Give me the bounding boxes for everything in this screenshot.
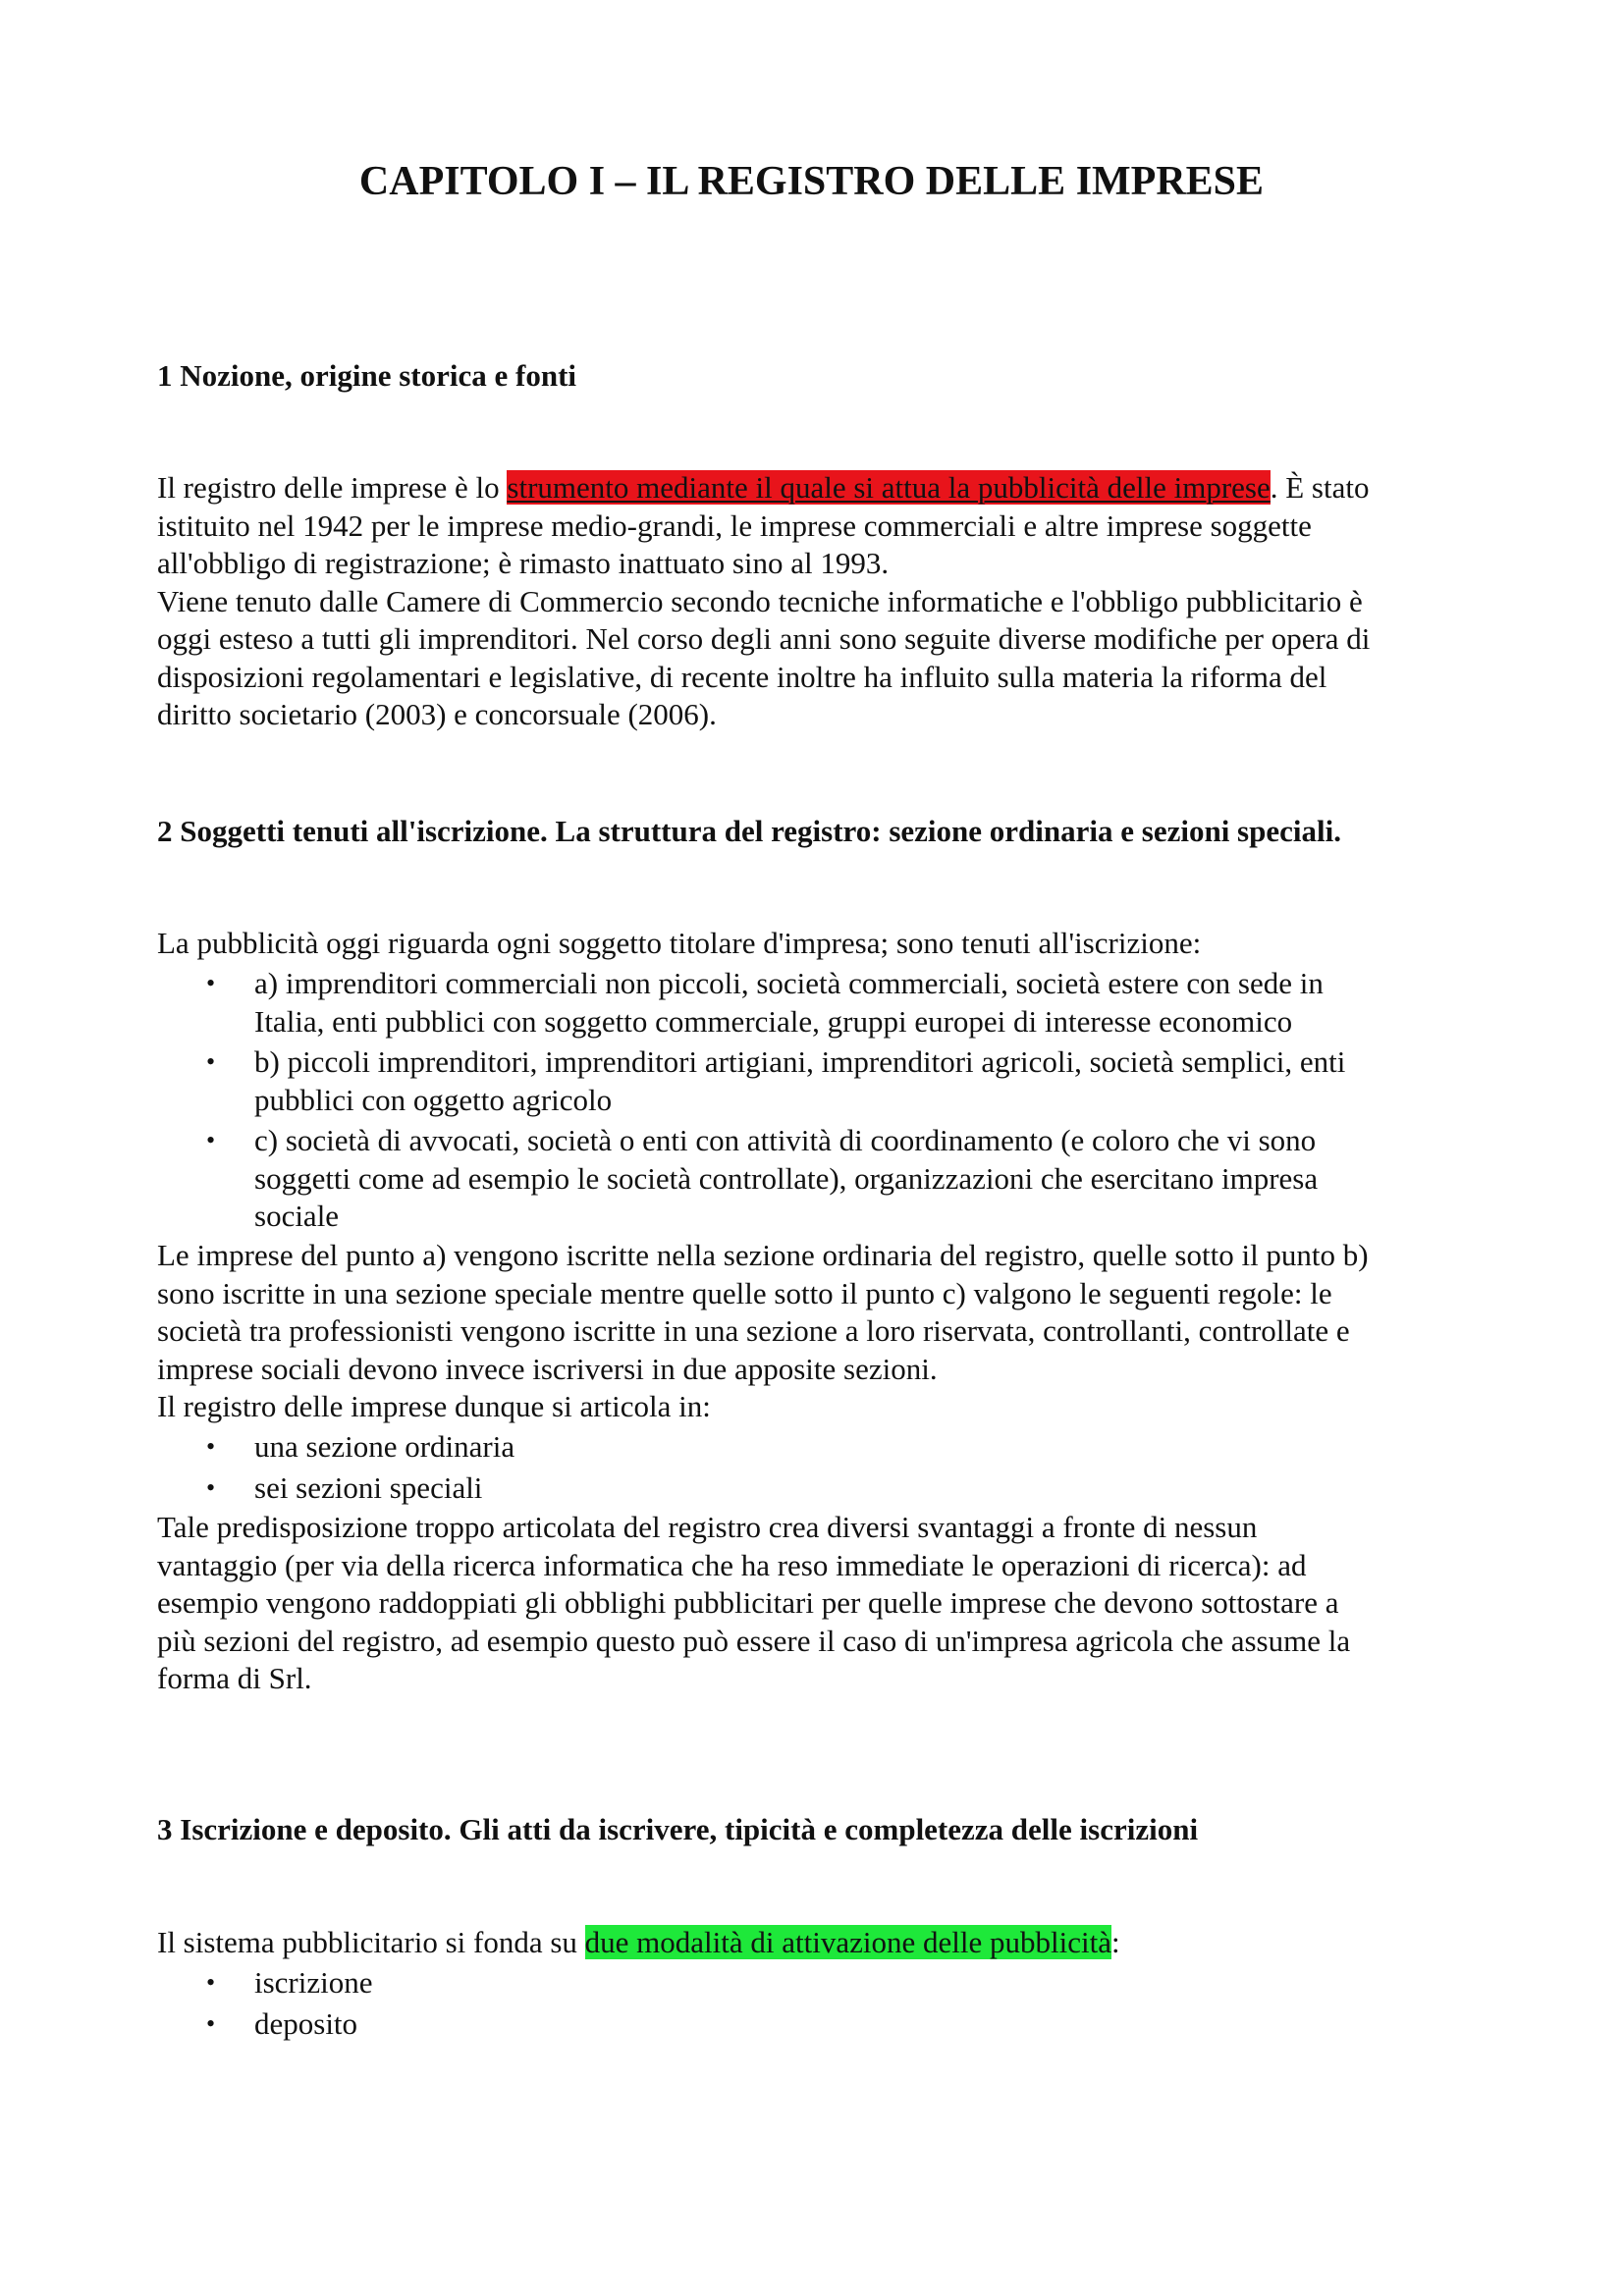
highlighted-definition: strumento mediante il quale si attua la pubblicità delle imprese <box>507 470 1271 505</box>
modalities-list <box>157 1964 1492 2046</box>
list-item <box>157 1428 1492 1467</box>
list-item-line: iscrizione <box>254 1965 373 2000</box>
bullet-icon: • <box>206 2008 216 2038</box>
bullet-icon: • <box>206 1047 216 1076</box>
paragraph-line: imprese sociali devono invece iscriversi in due apposite sezioni. <box>157 1351 938 1386</box>
list-item-line: Italia, enti pubblici con soggetto commerciale, gruppi europei di interesse economico <box>254 1003 1293 1039</box>
section-1-heading: 1 Nozione, origine storica e fonti <box>157 358 577 393</box>
list-item-line: c) società di avvocati, società o enti con attività di coordinamento (e coloro che vi sono <box>254 1123 1317 1157</box>
paragraph-line: oggi esteso a tutti gli imprenditori. Nel corso degli anni sono seguite diverse modifiche per opera di <box>157 621 1371 656</box>
list-item-line: deposito <box>254 2005 358 2041</box>
section-1-text-before: Il registro delle imprese è lo <box>157 470 508 505</box>
paragraph-line: istituito nel 1942 per le imprese medio-grandi, le imprese commerciali e altre imprese soggette <box>157 507 1312 543</box>
paragraph-line: società tra professionisti vengono iscritte in una sezione a loro riservata, controllanti, controllate e <box>157 1313 1350 1348</box>
section-3-heading: 3 Iscrizione e deposito. Gli atti da iscrivere, tipicità e completezza delle iscrizioni <box>157 1812 1199 1846</box>
list-item-line: b) piccoli imprenditori, imprenditori artigiani, imprenditori agricoli, società semplici, enti <box>254 1044 1346 1079</box>
paragraph-line: esempio vengono raddoppiati gli obblighi pubblicitari per quelle imprese che devono sottostare a <box>157 1585 1339 1620</box>
list-item <box>157 1043 1492 1119</box>
list-item <box>157 1122 1492 1236</box>
paragraph-line: Tale predisposizione troppo articolata del registro crea diversi svantaggi a fronte di nessun <box>157 1510 1258 1544</box>
paragraph-line: vantaggio (per via della ricerca informatica che ha reso immediate le operazioni di ricerca): ad <box>157 1547 1307 1582</box>
bullet-icon: • <box>206 969 216 997</box>
paragraph-line: all'obbligo di registrazione; è rimasto inattuato sino al 1993. <box>157 546 890 580</box>
bullet-icon: • <box>206 1126 216 1154</box>
list-item <box>157 965 1492 1041</box>
paragraph-line: Le imprese del punto a) vengono iscritte nella sezione ordinaria del registro, quelle sotto il punto b) <box>157 1238 1369 1272</box>
paragraph-line: forma di Srl. <box>157 1661 312 1695</box>
section-1-first-line <box>157 469 1492 507</box>
paragraph-line: sono iscritte in una sezione speciale mentre quelle sotto il punto c) valgono le seguenti regole: le <box>157 1275 1332 1310</box>
bullet-icon: • <box>206 1472 216 1502</box>
section-1-paragraph <box>157 469 1492 734</box>
section-2-closing-paragraph <box>157 1509 1492 1698</box>
list-item-line: soggetti come ad esempio le società controllate), organizzazioni che esercitano impresa <box>254 1160 1319 1196</box>
list-item <box>157 1469 1492 1508</box>
section-2-heading: 2 Soggetti tenuti all'iscrizione. La struttura del registro: sezione ordinaria e sezioni speciali. <box>157 814 1341 848</box>
list-item-line: pubblici con oggetto agricolo <box>254 1082 613 1117</box>
bullet-icon: • <box>206 1968 216 1997</box>
section-3-text-before: Il sistema pubblicitario si fonda su <box>157 1925 585 1959</box>
list-item-line: sociale <box>254 1199 340 1233</box>
section-3-text-after: : <box>1110 1925 1120 1959</box>
register-sections-list <box>157 1428 1492 1510</box>
list-item-line: una sezione ordinaria <box>254 1429 515 1464</box>
paragraph-line: disposizioni regolamentari e legislative, di recente inoltre ha influito sulla materia la riforma del <box>157 659 1327 694</box>
section-2-intro <box>157 925 1492 963</box>
section-3-paragraph <box>157 1924 1492 1962</box>
paragraph-line: La pubblicità oggi riguarda ogni soggetto titolare d'impresa; sono tenuti all'iscrizione: <box>157 926 1202 960</box>
list-item-line: sei sezioni speciali <box>254 1469 483 1505</box>
highlighted-modalities: due modalità di attivazione delle pubblicità <box>584 1925 1111 1959</box>
section-2-paragraph <box>157 1237 1492 1426</box>
paragraph-line: Il registro delle imprese dunque si articola in: <box>157 1389 711 1423</box>
paragraph-line: diritto societario (2003) e concorsuale (2006). <box>157 697 717 731</box>
list-item <box>157 1964 1492 2002</box>
section-3-first-line <box>157 1924 1492 1962</box>
list-item-line: a) imprenditori commerciali non piccoli, società commerciali, società estere con sede in <box>254 966 1324 1000</box>
subjects-list <box>157 965 1492 1239</box>
paragraph-line: Viene tenuto dalle Camere di Commercio secondo tecniche informatiche e l'obbligo pubblicitario è <box>157 583 1363 618</box>
section-1-text-after: . È stato <box>1270 470 1370 505</box>
list-item <box>157 2005 1492 2044</box>
bullet-icon: • <box>206 1432 216 1461</box>
chapter-title: CAPITOLO I – IL REGISTRO DELLE IMPRESE <box>358 159 1265 204</box>
paragraph-line: più sezioni del registro, ad esempio questo può essere il caso di un'impresa agricola che assume la <box>157 1623 1351 1658</box>
